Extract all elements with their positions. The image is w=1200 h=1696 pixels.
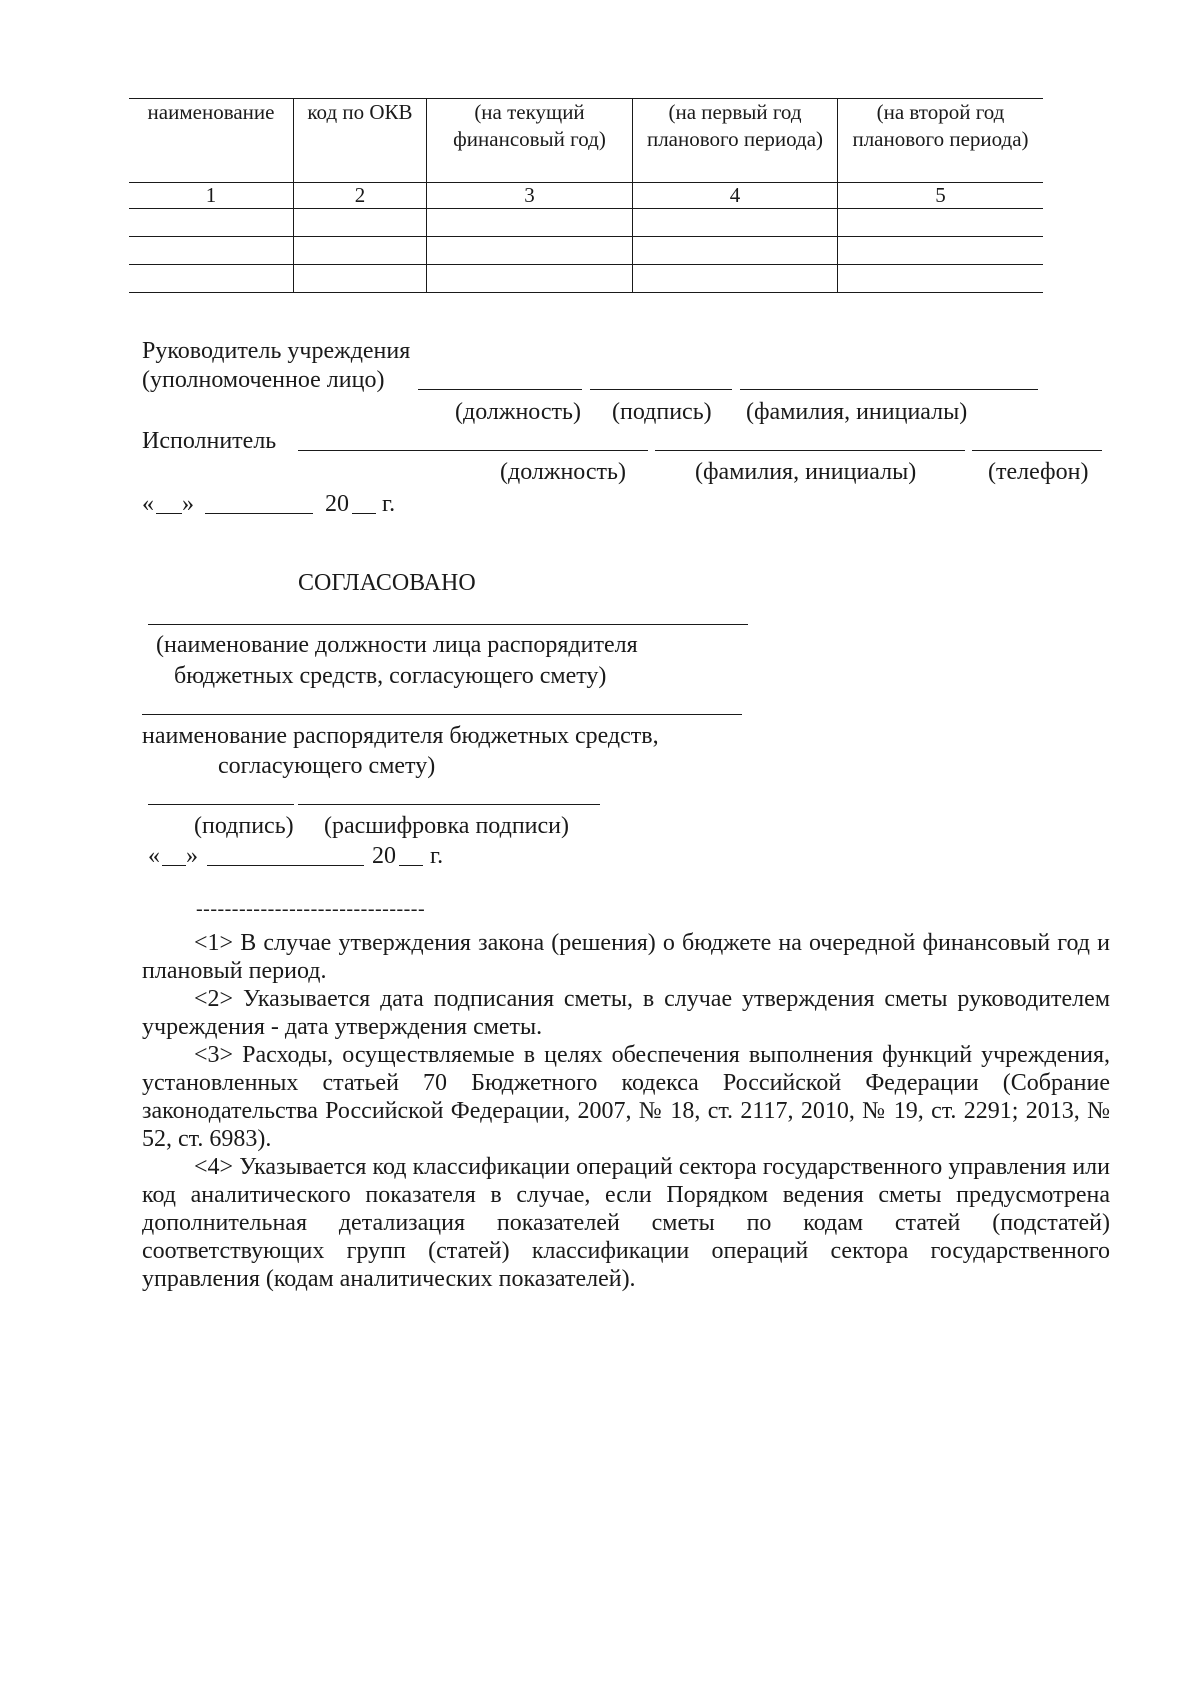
- date2-month-line: [207, 865, 364, 866]
- table-cell: [838, 265, 1044, 293]
- approval-caption-2a: наименование распорядителя бюджетных средств,: [142, 723, 659, 749]
- executor-position-line: [298, 450, 648, 451]
- table-cell: [633, 237, 838, 265]
- head-label: Руководитель учреждения: [142, 338, 411, 364]
- date2-year-suffix: г.: [430, 843, 444, 869]
- date2-open-quote: «: [148, 843, 160, 869]
- head-caption-signature: (подпись): [612, 399, 712, 425]
- header-second-plan-year: (на второй год планового периода): [838, 99, 1044, 183]
- date2-year-line: [399, 865, 423, 866]
- head-name-line: [740, 389, 1038, 390]
- table-cell: [633, 209, 838, 237]
- table-cell: [427, 209, 633, 237]
- approval-caption-2b: согласующего смету): [218, 753, 436, 779]
- approval-position-line: [148, 624, 748, 625]
- approval-title: СОГЛАСОВАНО: [298, 570, 476, 596]
- head-caption-name: (фамилия, инициалы): [746, 399, 968, 425]
- date2-year: 20: [372, 843, 396, 869]
- executor-caption-name: (фамилия, инициалы): [695, 459, 917, 485]
- authorized-person-label: (уполномоченное лицо): [142, 367, 385, 393]
- date2-day-line: [162, 865, 186, 866]
- column-number: 5: [838, 183, 1044, 209]
- footnote-1: <1> В случае утверждения закона (решения) о бюджете на очередной финансовый год и плановый период.: [142, 930, 1110, 984]
- approval-caption-decoding: (расшифровка подписи): [324, 813, 569, 839]
- column-number: 1: [129, 183, 294, 209]
- header-current-year: (на текущий финансовый год): [427, 99, 633, 183]
- approval-decoding-line: [298, 804, 600, 805]
- column-number: 3: [427, 183, 633, 209]
- table-cell: [129, 237, 294, 265]
- executor-label: Исполнитель: [142, 428, 277, 454]
- date-close-quote: »: [182, 491, 194, 517]
- table-cell: [633, 265, 838, 293]
- date-day-line: [156, 513, 182, 514]
- executor-caption-phone: (телефон): [988, 459, 1089, 485]
- date-month-line: [205, 513, 313, 514]
- table-cell: [294, 237, 427, 265]
- footnotes: [142, 929, 1110, 1293]
- date-year-line: [352, 513, 376, 514]
- approval-caption-signature: (подпись): [194, 813, 294, 839]
- column-number: 4: [633, 183, 838, 209]
- approval-caption-1a: (наименование должности лица распорядителя: [156, 632, 638, 658]
- executor-caption-position: (должность): [500, 459, 626, 485]
- date2-close-quote: »: [186, 843, 198, 869]
- date-year: 20: [325, 491, 349, 517]
- date-year-suffix: г.: [382, 491, 396, 517]
- table-row: [129, 237, 1043, 265]
- executor-name-line: [655, 450, 965, 451]
- table-cell: [129, 265, 294, 293]
- header-okv-code: код по ОКВ: [294, 99, 427, 183]
- estimate-table: [129, 98, 1043, 293]
- footnote-3: <3> Расходы, осуществляемые в целях обеспечения выполнения функций учреждения, установленных статьей 70 Бюджетного кодекса Российской Федерации (Собрание законодательства Российской Федерации, 2007, № 18, ст. 2117, 2010, № 19, ст. 2291; 2013, № 52, ст. 6983).: [142, 1042, 1110, 1152]
- approval-caption-1b: бюджетных средств, согласующего смету): [174, 663, 607, 689]
- table-cell: [427, 237, 633, 265]
- table-row: [129, 209, 1043, 237]
- table-row: [129, 265, 1043, 293]
- table-cell: [129, 209, 294, 237]
- header-first-plan-year: (на первый год планового периода): [633, 99, 838, 183]
- column-number-row: [129, 183, 1043, 209]
- approval-manager-line: [142, 714, 742, 715]
- head-position-line: [418, 389, 582, 390]
- footnote-4: <4> Указывается код классификации операций сектора государственного управления или код аналитического показателя в случае, если Порядком ведения сметы предусмотрена дополнительная детализация показателей сметы по кодам статей (подстатей) соответствующих групп (статей) классификации операций сектора государственного управления (кодам аналитических показателей).: [142, 1154, 1110, 1292]
- approval-signature-line: [148, 804, 294, 805]
- table-cell: [838, 237, 1044, 265]
- column-number: 2: [294, 183, 427, 209]
- table-cell: [838, 209, 1044, 237]
- table-cell: [294, 265, 427, 293]
- head-caption-position: (должность): [455, 399, 581, 425]
- executor-phone-line: [972, 450, 1102, 451]
- footnote-separator: --------------------------------: [196, 898, 426, 920]
- header-name: наименование: [147, 100, 275, 124]
- table-header-row: [129, 99, 1043, 183]
- table-cell: [294, 209, 427, 237]
- table-cell: [427, 265, 633, 293]
- head-signature-line: [590, 389, 732, 390]
- footnote-2: <2> Указывается дата подписания сметы, в случае утверждения сметы руководителем учреждения - дата утверждения сметы.: [142, 986, 1110, 1040]
- date-open-quote: «: [142, 491, 154, 517]
